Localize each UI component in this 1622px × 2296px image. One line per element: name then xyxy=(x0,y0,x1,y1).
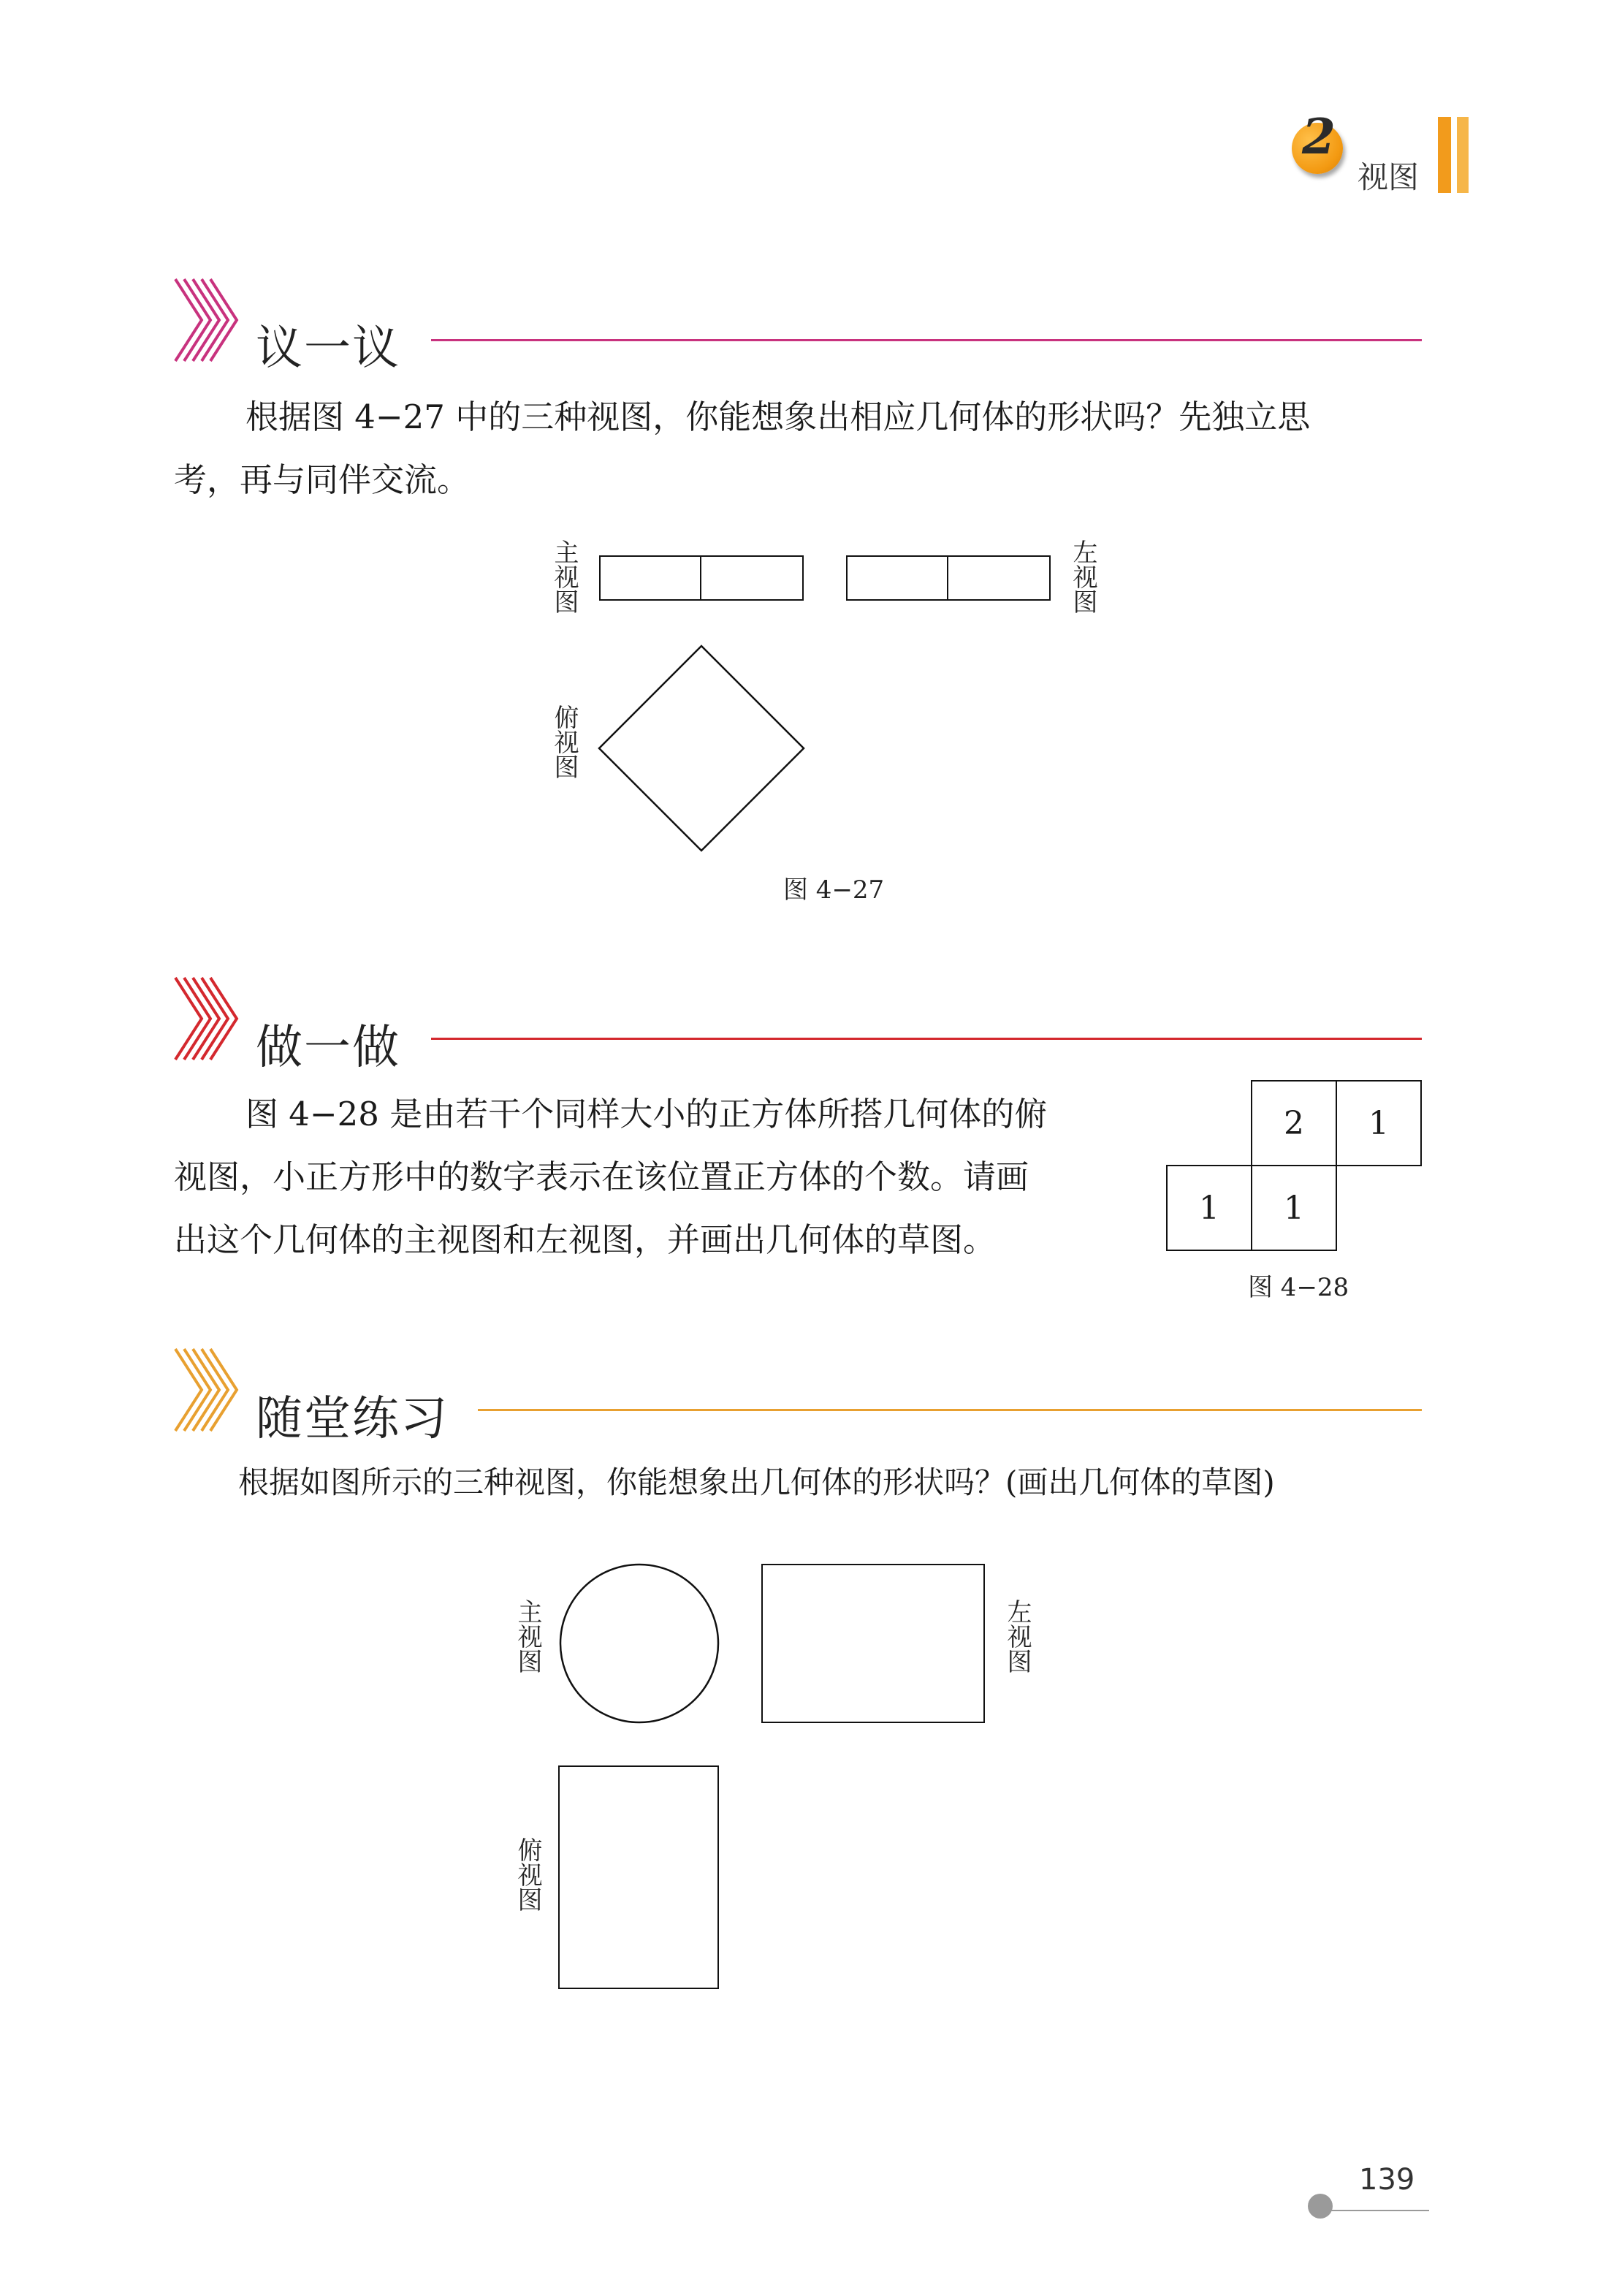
left-view-divider xyxy=(947,555,948,601)
left-view-label xyxy=(1068,539,1097,614)
front-view-circle xyxy=(557,1561,722,1726)
chapter-title: 视图 xyxy=(1358,159,1420,195)
chevron-icon xyxy=(172,975,245,1063)
page-number-underline xyxy=(1321,2210,1429,2211)
top-view-label xyxy=(513,1837,542,1912)
grid-cell: 1 xyxy=(1166,1165,1252,1251)
left-view-label-text: 左视图 xyxy=(1068,539,1097,614)
section-title: 议一议 xyxy=(256,322,400,376)
chapter-number: 2 xyxy=(1302,108,1336,165)
section-divider xyxy=(431,1038,1422,1040)
section-title: 做一做 xyxy=(256,1021,400,1075)
top-view-rectangle xyxy=(558,1765,719,1989)
left-view-label xyxy=(1002,1599,1032,1673)
left-view-rectangle xyxy=(761,1564,985,1723)
figure-caption: 图 4−28 xyxy=(1248,1273,1349,1302)
header-bar-icon xyxy=(1438,117,1451,193)
header-bar-icon xyxy=(1457,117,1469,193)
page-dot-icon xyxy=(1308,2194,1333,2219)
chevron-icon xyxy=(172,1346,245,1434)
paragraph-line: 出这个几何体的主视图和左视图，并画出几何体的草图。 xyxy=(174,1220,997,1259)
section-divider xyxy=(431,339,1422,341)
left-view-shape xyxy=(846,555,1051,601)
front-view-label xyxy=(513,1599,542,1673)
front-view-label xyxy=(549,539,579,614)
top-view-label-text: 俯视图 xyxy=(549,704,579,779)
grid-cell: 2 xyxy=(1251,1080,1337,1166)
front-view-label-text: 主视图 xyxy=(513,1599,542,1673)
paragraph-line: 视图，小正方形中的数字表示在该位置正方体的个数。请画 xyxy=(174,1157,1029,1196)
front-view-shape xyxy=(599,555,804,601)
top-view-label-text: 俯视图 xyxy=(513,1837,542,1912)
figure-caption: 图 4−27 xyxy=(783,875,885,905)
page-number: 139 xyxy=(1359,2163,1415,2197)
paragraph-line: 根据如图所示的三种视图，你能想象出几何体的形状吗？(画出几何体的草图) xyxy=(238,1464,1275,1500)
paragraph-line: 根据图 4−27 中的三种视图，你能想象出相应几何体的形状吗？先独立思 xyxy=(245,398,1311,436)
chevron-icon xyxy=(172,276,245,364)
section-title: 随堂练习 xyxy=(256,1392,449,1446)
grid-cell: 1 xyxy=(1336,1080,1422,1166)
paragraph-line: 考，再与同伴交流。 xyxy=(174,460,471,499)
front-view-label-text: 主视图 xyxy=(549,539,579,614)
front-view-divider xyxy=(700,555,701,601)
paragraph-line: 图 4−28 是由若干个同样大小的正方体所搭几何体的俯 xyxy=(245,1095,1048,1133)
section-divider xyxy=(478,1409,1422,1411)
left-view-label-text: 左视图 xyxy=(1002,1599,1032,1673)
grid-cell: 1 xyxy=(1251,1165,1337,1251)
top-view-label xyxy=(549,704,579,779)
top-view-diamond xyxy=(596,643,808,855)
